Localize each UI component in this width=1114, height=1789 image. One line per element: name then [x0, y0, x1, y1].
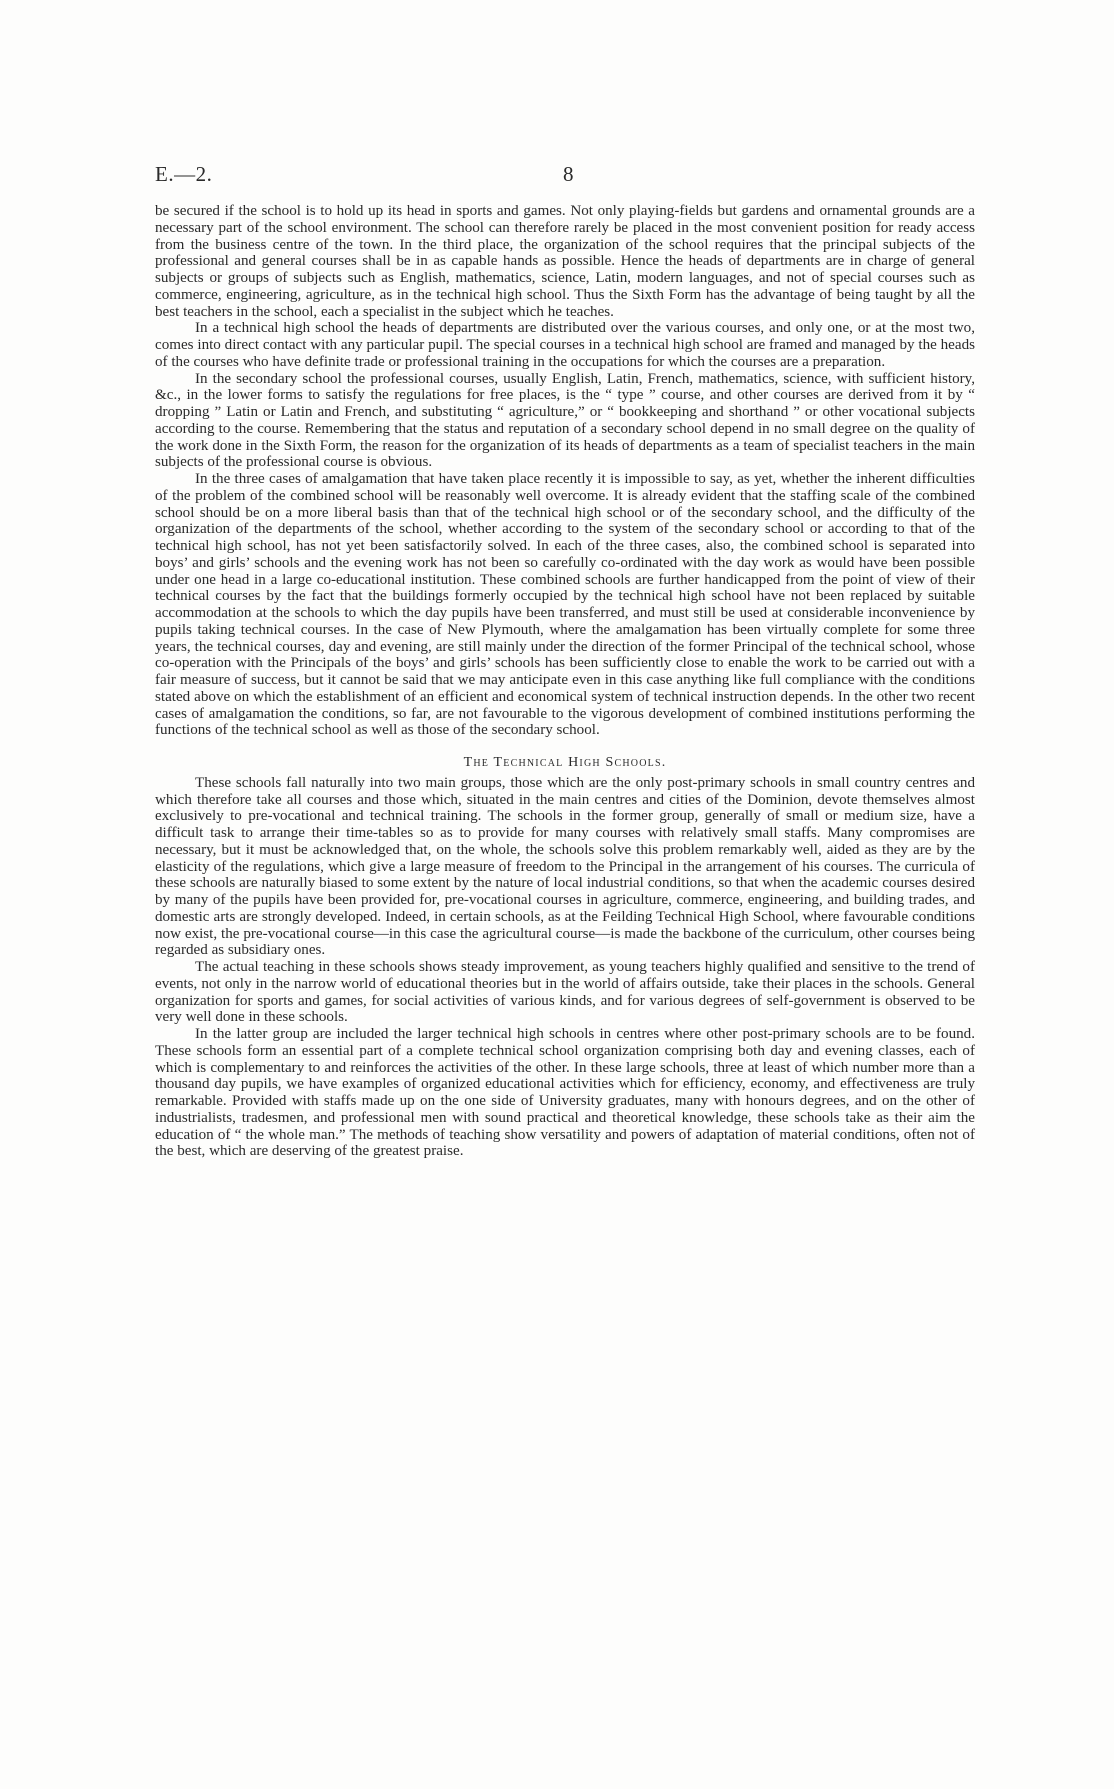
paragraph: In the latter group are included the larger technical high schools in centres where other post-primary schools are to be found. These schools form an essential part of a complete technical school organization comprising both day and evening classes, each of which is complementary to and reinforces the activities of the other. In these large schools, three at least of which number more than a thousand day pupils, we have examples of organized educational activities which for efficiency, economy, and effectiveness are truly remarkable. Provided with staffs made up on the one side of University graduates, many with honours degrees, and on the other of industrialists, tradesmen, and professional men with sound practical and theoretical knowledge, these schools take as their aim the education of “ the whole man.” The methods of teaching show versatility and powers of adaptation of material conditions, often not of the best, which are deserving of the greatest praise.	[155, 1026, 975, 1160]
paragraph: The actual teaching in these schools shows steady improvement, as young teachers highly qualified and sensitive to the trend of events, not only in the narrow world of educational theories but in the world of affairs outside, take their places in the schools. General organization for sports and games, for social activities of various kinds, and for various degrees of self-government is observed to be very well done in these schools.	[155, 959, 975, 1026]
page-number: 8	[563, 162, 574, 186]
body-text	[155, 203, 975, 1160]
paragraph: These schools fall naturally into two main groups, those which are the only post-primary schools in small country centres and which therefore take all courses and those which, situated in the main centres and cities of the Dominion, devote themselves almost exclusively to pre-vocational and technical training. The schools in the former group, generally of small or medium size, have a difficult task to arrange their time-tables so as to provide for many courses with relatively small staffs. Many compromises are necessary, but it must be acknowledged that, on the whole, the schools solve this problem remarkably well, aided as they are by the elasticity of the regulations, which give a large measure of freedom to the Principal in the arrangement of his courses. The curricula of these schools are naturally biased to some extent by the nature of local industrial conditions, so that when the academic courses desired by many of the pupils have been provided for, pre-vocational courses in agriculture, commerce, engineering, and building trades, and domestic arts are strongly developed. Indeed, in certain schools, as at the Feilding Technical High School, where favourable conditions now exist, the pre-vocational course—in this case the agricultural course—is made the backbone of the curriculum, other courses being regarded as subsidiary ones.	[155, 774, 975, 959]
document-reference: E.—2.	[155, 162, 213, 186]
page-header	[155, 162, 975, 190]
paragraph-continued: be secured if the school is to hold up its head in sports and games. Not only playing-fields but gardens and ornamental grounds are a necessary part of the school environment. The school can therefore rarely be placed in the most convenient position for ready access from the business centre of the town. In the third place, the organization of the school requires that the principal subjects of the professional and general courses shall be in as capable hands as possible. Hence the heads of departments are in charge of general subjects or groups of subjects such as English, mathematics, science, Latin, modern languages, and not of special courses such as commerce, engineering, agriculture, as in the technical high school. Thus the Sixth Form has the advantage of being taught by all the best teachers in the school, each a specialist in the subject which he teaches.	[155, 203, 975, 320]
paragraph: In the secondary school the professional courses, usually English, Latin, French, mathematics, science, with sufficient history, &c., in the lower forms to satisfy the regulations for free places, is the “ type ” course, and other courses are derived from it by “ dropping ” Latin or Latin and French, and substituting “ agriculture,” or “ bookkeeping and shorthand ” or other vocational subjects according to the course. Remembering that the status and reputation of a secondary school depend in no small degree on the quality of the work done in the Sixth Form, the reason for the organization of its heads of departments as a team of specialist teachers in the main subjects of the professional course is obvious.	[155, 370, 975, 471]
section-heading: The Technical High Schools.	[463, 755, 667, 770]
paragraph: In a technical high school the heads of departments are distributed over the various courses, and only one, or at the most two, comes into direct contact with any particular pupil. The special courses in a technical high school are framed and managed by the heads of the courses who have definite trade or professional training in the occupations for which the courses are a preparation.	[155, 320, 975, 370]
paragraph: In the three cases of amalgamation that have taken place recently it is impossible to say, as yet, whether the inherent difficulties of the problem of the combined school will be reasonably well overcome. It is already evident that the staffing scale of the combined school should be on a more liberal basis than that of the technical high school or of the secondary school, and the difficulty of the organization of the departments of the school, whether according to the system of the secondary school or according to that of the technical high school, has not yet been satisfactorily solved. In each of the three cases, also, the combined school is separated into boys’ and girls’ schools and the evening work has not been so carefully co-ordinated with the day work as would have been possible under one head in a large co-educational institution. These combined schools are further handicapped from the point of view of their technical courses by the fact that the buildings formerly occupied by the technical high school have not been replaced by suitable accommodation at the schools to which the day pupils have been transferred, and must still be used at considerable inconvenience by pupils taking technical courses. In the case of New Plymouth, where the amalgamation has been virtually complete for some three years, the technical courses, day and evening, are still mainly under the direction of the former Principal of the technical school, whose co-operation with the Principals of the boys’ and girls’ schools has been sufficiently close to enable the work to be carried out with a fair measure of success, but it cannot be said that we may anticipate even in this case anything like full compliance with the conditions stated above on which the establishment of an efficient and economical system of technical instruction depends. In the other two recent cases of amalgamation the conditions, so far, are not favourable to the vigorous development of combined institutions performing the functions of the technical school as well as those of the secondary school.	[155, 471, 975, 739]
